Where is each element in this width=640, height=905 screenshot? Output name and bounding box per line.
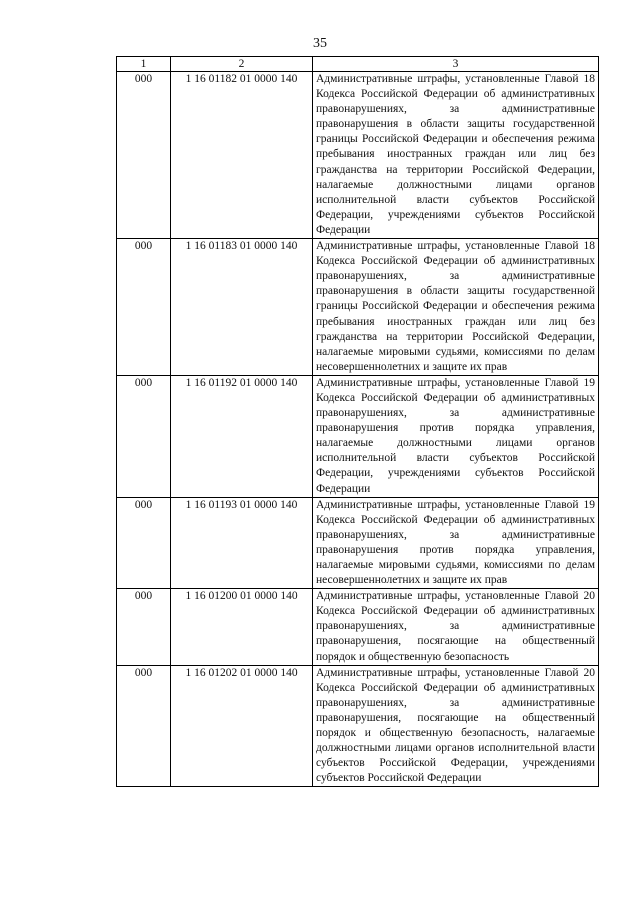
page-number: 35: [313, 36, 327, 51]
column-header-2: 2: [171, 57, 313, 72]
description-cell: Административные штрафы, установленные Главой 20 Кодекса Российской Федерации об административных правонарушениях, за административные правонарушения, посягающие на общественный порядок и общественную безопасность, налагаемые должностными лицами органов исполнительной власти субъектов Российской Федерации, учреждениями субъектов Российской Федерации: [313, 665, 599, 787]
table-row: [117, 375, 599, 497]
description-cell: Административные штрафы, установленные Главой 18 Кодекса Российской Федерации об административных правонарушениях, за административные правонарушения в области защиты государственной границы Российской Федерации и обеспечения режима пребывания иностранных граждан или лиц без гражданства на территории Российской Федерации, налагаемые мировыми судьями, комиссиями по делам несовершеннолетних и защите их прав: [313, 239, 599, 376]
table-row: [117, 665, 599, 787]
kbk-code-cell: 1 16 01202 01 0000 140: [171, 665, 313, 787]
kbk-code-cell: 1 16 01183 01 0000 140: [171, 239, 313, 376]
admin-code-cell: 000: [117, 497, 171, 589]
column-header-3: 3: [313, 57, 599, 72]
column-header-1: 1: [117, 57, 171, 72]
kbk-code-cell: 1 16 01192 01 0000 140: [171, 375, 313, 497]
kbk-code-cell: 1 16 01182 01 0000 140: [171, 72, 313, 239]
table-row: [117, 72, 599, 239]
admin-code-cell: 000: [117, 665, 171, 787]
kbk-code-cell: 1 16 01193 01 0000 140: [171, 497, 313, 589]
kbk-code-cell: 1 16 01200 01 0000 140: [171, 589, 313, 665]
admin-code-cell: 000: [117, 239, 171, 376]
table-row: [117, 497, 599, 589]
description-cell: Административные штрафы, установленные Главой 18 Кодекса Российской Федерации об административных правонарушениях, за административные правонарушения в области защиты государственной границы Российской Федерации и обеспечения режима пребывания иностранных граждан или лиц без гражданства на территории Российской Федерации, налагаемые должностными лицами органов исполнительной власти субъектов Российской Федерации, учреждениями субъектов Российской Федерации: [313, 72, 599, 239]
admin-code-cell: 000: [117, 589, 171, 665]
budget-classification-table: [116, 56, 599, 787]
admin-code-cell: 000: [117, 375, 171, 497]
table-row: [117, 589, 599, 665]
description-cell: Административные штрафы, установленные Главой 20 Кодекса Российской Федерации об административных правонарушениях, за административные правонарушения, посягающие на общественный порядок и общественную безопасность: [313, 589, 599, 665]
description-cell: Административные штрафы, установленные Главой 19 Кодекса Российской Федерации об административных правонарушениях, за административные правонарушения против порядка управления, налагаемые мировыми судьями, комиссиями по делам несовершеннолетних и защите их прав: [313, 497, 599, 589]
table-header-row: [117, 57, 599, 72]
table-row: [117, 239, 599, 376]
description-cell: Административные штрафы, установленные Главой 19 Кодекса Российской Федерации об административных правонарушениях, за административные правонарушения против порядка управления, налагаемые должностными лицами органов исполнительной власти субъектов Российской Федерации, учреждениями субъектов Российской Федерации: [313, 375, 599, 497]
admin-code-cell: 000: [117, 72, 171, 239]
